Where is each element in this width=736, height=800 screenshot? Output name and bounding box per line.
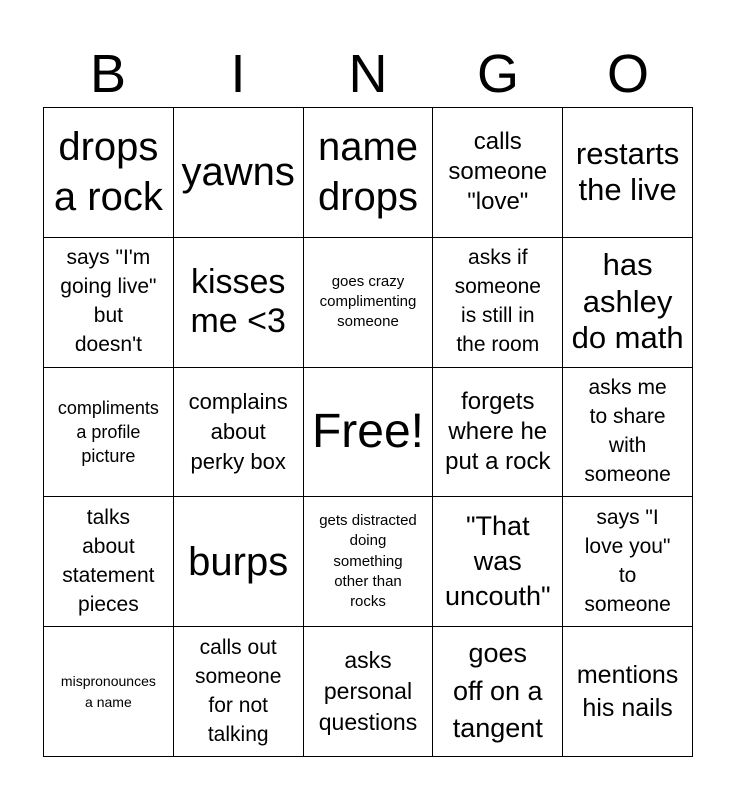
bingo-header: [43, 40, 693, 108]
cell-text: goes crazy complimenting someone: [319, 272, 417, 331]
cell-text: compliments a profile picture: [57, 397, 159, 467]
cell-text: says "I'm going live" but doesn't: [60, 246, 157, 357]
bingo-cell[interactable]: [174, 497, 304, 627]
bingo-cell[interactable]: [433, 108, 563, 238]
bingo-cell[interactable]: [433, 368, 563, 498]
cell-text: complains about perky box: [188, 389, 288, 474]
header-letter-g: G: [476, 44, 519, 104]
cell-text: name drops: [317, 125, 419, 220]
bingo-cell[interactable]: [433, 238, 563, 368]
free-space-label: Free!: [311, 404, 424, 458]
bingo-cell[interactable]: [174, 627, 304, 757]
header-letter-i: I: [230, 44, 246, 104]
bingo-cell[interactable]: [174, 368, 304, 498]
cell-text: asks if someone is still in the room: [454, 246, 541, 357]
cell-text: burps: [188, 539, 289, 584]
bingo-cell[interactable]: [563, 108, 693, 238]
cell-text: has ashley do math: [571, 247, 684, 356]
header-letter-o: O: [606, 44, 649, 104]
bingo-cell[interactable]: [563, 627, 693, 757]
bingo-cell[interactable]: [174, 108, 304, 238]
bingo-cell[interactable]: [304, 497, 434, 627]
bingo-cell[interactable]: [304, 627, 434, 757]
cell-text: gets distracted doing something other than rocks: [319, 512, 417, 611]
cell-text: calls someone "love": [448, 128, 548, 216]
cell-text: drops a rock: [53, 125, 163, 220]
cell-text: mentions his nails: [576, 661, 679, 722]
bingo-cell[interactable]: [433, 497, 563, 627]
bingo-cell[interactable]: [44, 238, 174, 368]
cell-text: asks me to share with someone: [584, 376, 671, 486]
free-space[interactable]: [304, 368, 434, 498]
cell-text: forgets where he put a rock: [445, 387, 551, 475]
bingo-cell[interactable]: [44, 627, 174, 757]
header-letter-b: B: [89, 44, 127, 104]
bingo-cell[interactable]: [44, 108, 174, 238]
cell-text: "That was uncouth": [444, 511, 551, 612]
cell-text: restarts the live: [575, 135, 680, 208]
cell-text: goes off on a tangent: [452, 637, 543, 744]
bingo-cell[interactable]: [563, 497, 693, 627]
bingo-grid: [43, 107, 693, 757]
bingo-cell[interactable]: [563, 368, 693, 498]
bingo-cell[interactable]: [304, 238, 434, 368]
header-letter-n: N: [348, 44, 388, 104]
cell-text: asks personal questions: [318, 647, 418, 736]
bingo-cell[interactable]: [304, 108, 434, 238]
cell-text: calls out someone for not talking: [195, 635, 282, 746]
cell-text: mispronounces a name: [60, 673, 156, 710]
bingo-cell[interactable]: [44, 368, 174, 498]
cell-text: talks about statement pieces: [62, 505, 155, 616]
cell-text: yawns: [181, 150, 295, 195]
bingo-cell[interactable]: [433, 627, 563, 757]
cell-text: says "I love you" to someone: [584, 505, 671, 616]
bingo-cell[interactable]: [563, 238, 693, 368]
cell-text: kisses me <3: [190, 263, 286, 341]
bingo-cell[interactable]: [44, 497, 174, 627]
bingo-cell[interactable]: [174, 238, 304, 368]
